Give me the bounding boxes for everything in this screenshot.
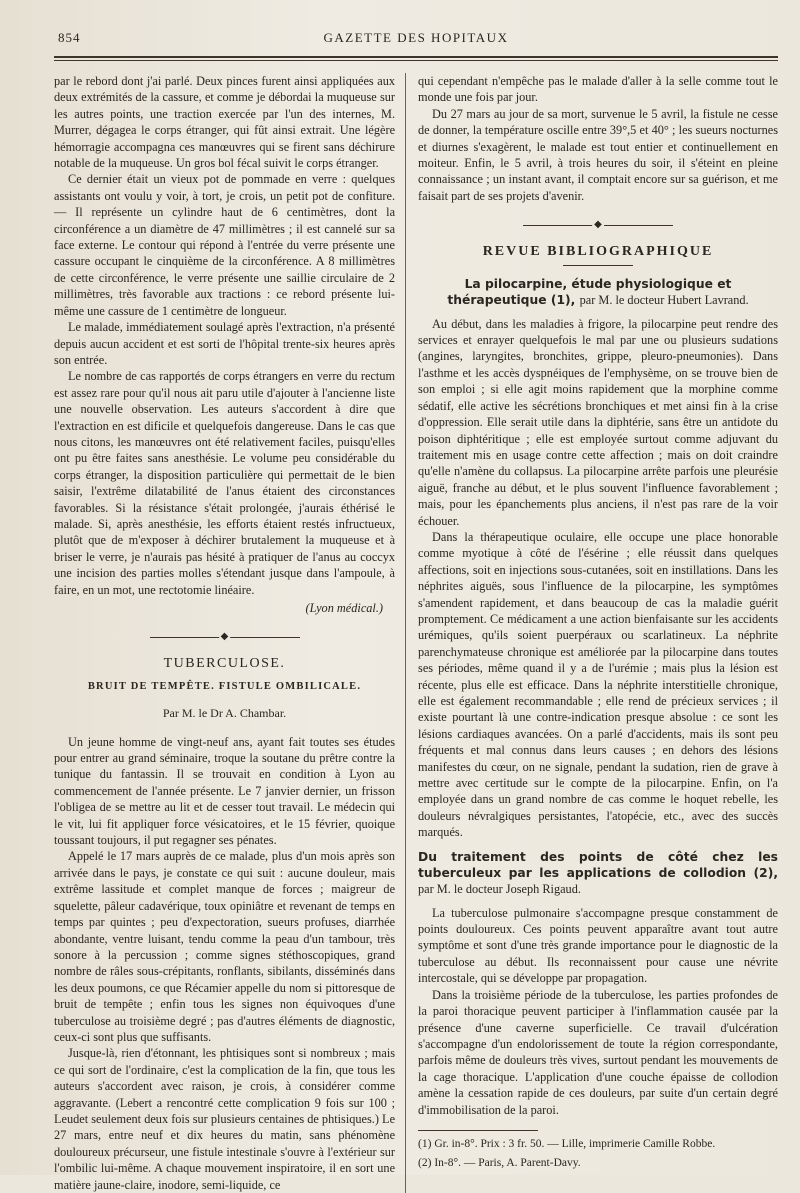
section-divider (523, 218, 673, 232)
journal-title: GAZETTE DES HOPITAUX (323, 30, 509, 45)
left-column (54, 73, 405, 1193)
review-title: REVUE BIBLIOGRAPHIQUE (482, 244, 714, 260)
source-signature: (Lyon médical.) (305, 601, 384, 615)
short-rule (563, 265, 633, 266)
footnote: (1) Gr. in-8°. Prix : 3 fr. 50. — Lille, imprimerie Camille Robbe. (418, 1137, 716, 1150)
columns (54, 73, 778, 1193)
section-subtitle: BRUIT DE TEMPÊTE. FISTULE OMBILICALE. (87, 680, 362, 692)
paragraph: Un jeune homme de vingt-neuf ans, ayant fait toutes ses études pour entrer au grand séminaire, troque la soutane du prêtre contre la tunique du fantassin. Il se trouvait en condition à Lyon au commencement de l'année présente. Le 7 janvier dernier, un frisson l'obligea de se mettre au lit et de cesser tout travail. Le médecin qui le vit, lui fit appliquer force vésicatoires, et le 15 février, quoique toussant toujours, il put regagner ses pénates. (54, 734, 396, 848)
right-column (405, 73, 778, 1193)
article-author: par M. le docteur Hubert Lavrand. (579, 292, 749, 307)
page-number: 854 (58, 30, 81, 45)
footnotes (418, 1130, 778, 1171)
ornament-icon: ◆ (220, 631, 229, 643)
paragraph: Le nombre de cas rapportés de corps étrangers en verre du rectum est assez rare pour qu'il nous ait paru utile d'ajouter à l'ancienne liste une nouvelle observation. Les auteurs s'accordent à dire que l'extraction en est dificile et quelquefois dangereuse. Dans le cas que nous citons, les manœuvres ont été relativement faciles, puisqu'elles ont pu être faites sans anesthésie. Le volume peu considérable du corps étranger, la disposition particulière qui permettait de le bien saisir, l'extrême dilatabilité de l'anus étaient des circonstances favorables. Si la résistance s'était prolongée, j'aurais éthérisé le malade. Si, après anesthésie, les efforts étaient restés infructueux, plutôt que de m'exposer à déchirer brutalement la muqueuse et à briser le verre, je n'aurais pas hésité à pratiquer de l'anus au coccyx une incision des parties molles s'étendant jusque dans l'ampoule, à faire, en un mot, une rectotomie linéaire. (54, 369, 396, 597)
section-divider (150, 630, 300, 644)
header-rule (54, 56, 778, 61)
article-author: par M. le docteur Joseph Rigaud. (418, 881, 581, 896)
footnote: (2) In-8°. — Paris, A. Parent-Davy. (418, 1156, 581, 1169)
paragraph: Dans la thérapeutique oculaire, elle occupe une place honorable comme myotique à côté de l'ésérine ; elle réussit dans quelques affections, soit en injections sous-cutanées, soit en instillations. Dans les néphrites aiguës, sous l'influence de la pilocarpine, les symptômes s'amendent rapidement, et dans beaucoup de cas la maladie guérit promptement. Ce médicament a une action bienfaisante sur les accidents urémiques, qu'ils soient puerpéraux ou scarlatineux. La néphrite parenchymateuse chronique est améliorée par la pilocarpine dans toutes ses périodes, même quand il y a de l'urémie ; mais plus la lésion est récente, plus elle est efficace. Dans la néphrite interstitielle chronique, elle est également recommandable ; elle rend de précieux services ; il existe pourtant là une contre-indication presque absolue : ce sont les lésions cardiaques avancées. On a parlé d'accidents, mais ils sont peu fréquents et mal connus dans leurs causes ; en dehors des lésions manifestes du cœur, on ne signale, pendant la sudation, rien de grave à mettre avec certitude sur le compte de la pilocarpine. Enfin, on l'a employée dans un grand nombre de cas comme le hoquet rebelle, les douleurs névralgiques persistantes, l'atopécie, etc., avec des succès marqués. (418, 529, 778, 840)
paragraph: Jusque-là, rien d'étonnant, les phtisiques sont si nombreux ; mais ce qui sort de l'ordinaire, c'est la complication de la fin, que tous les auteurs s'accordent avec raison, je crois, à considérer comme aggravante. (Lebert a rencontré cette complication 9 fois sur 100 ; Leudet seulement deux fois sur plusieurs centaines de phtisiques.) Le 27 mars, entre neuf et dix heures du matin, sans phénomène douloureux précurseur, une fistule intestinale s'ouvre à l'extérieur sur l'ombilic lui-même. A chaque mouvement inspiratoire, il en sort une matière jaune-claire, inodore, semi-liquide, ce (54, 1046, 396, 1192)
article-heading (418, 849, 778, 897)
article-title: Du traitement des points de côté chez les tuberculeux par les applications de collodion (2), (418, 849, 778, 880)
paragraph: Dans la troisième période de la tuberculose, les parties profondes de la paroi thoracique peuvent participer à l'inflammation causée par la présence d'une caverne superficielle. Ce travail d'ulcération s'accompagne d'un endolorissement de toute la région correspondante, parfois même de douleurs très vives, surtout pendant les mouvements de la cage thoracique. L'application d'une couche épaisse de collodion amène la cessation rapide de ces douleurs, par suite d'un certain degré d'immobilisation de la paroi. (418, 987, 778, 1117)
paragraph: Ce dernier était un vieux pot de pommade en verre : quelques assistants ont voulu y voir, à tort, je crois, un petit pot de confiture. — Il représente un cylindre haut de 6 centimètres, dont la circonférence a un diamètre de 47 millimètres ; il est cannelé sur sa face externe. Le contour qui répond à l'entrée du verre présente une cassure occupant le cinquième de la circonférence. A 8 millimètres de cette circonférence, le verre présente une saillie circulaire de 2 millimètres, très favorable aux tractions : ce rebord présente lui-même une cassure de 1 centimètre de longueur. (54, 172, 396, 318)
section-title: TUBERCULOSE. (163, 656, 286, 672)
paragraph: Du 27 mars au jour de sa mort, survenue le 5 avril, la fistule ne cesse de donner, la température oscille entre 39°,5 et 40° ; les sueurs nocturnes et diurnes s'exagèrent, le malade est tout entier et continuellement en moiteur. Enfin, le 5 avril, à trois heures du soir, il s'éteint en pleine connaissance ; un instant avant, il comptait encore sur sa guérison, et me faisait part de ses projets d'avenir. (418, 106, 778, 203)
article-title: La pilocarpine, étude physiologique et thérapeutique (1), (447, 276, 732, 307)
section-author: Par M. le Dr A. Chambar. (162, 706, 287, 721)
paragraph: par le rebord dont j'ai parlé. Deux pinces furent ainsi appliquées aux deux extrémités de la cassure, et comme je débordai la muqueuse sur les autres points, une traction exercée par l'un des internes, M. Murrer, dégagea le corps étranger, qui fût ainsi extrait. Une légère hémorragie accompagna ces manœuvres qui se firent sans déchirure notable de la muqueuse. Un gros bol fécal suivit le corps étranger. (54, 74, 396, 171)
paragraph: Le malade, immédiatement soulagé après l'extraction, n'a présenté depuis aucun accident et est sorti de l'hôpital trente-six heures après son entrée. (54, 320, 396, 367)
article-heading (418, 276, 778, 308)
paragraph: La tuberculose pulmonaire s'accompagne presque constamment de points douloureux. Ces points peuvent apparaître avant tout autre symptôme et sont d'une très grande importance pour le diagnostic de la tuberculose au début. Ils reconnaissent pour cause une névrite intercostale, qui se développe par propagation. (418, 905, 778, 986)
paragraph: qui cependant n'empêche pas le malade d'aller à la selle comme tout le monde une fois par jour. (418, 74, 778, 105)
paragraph: Appelé le 17 mars auprès de ce malade, plus d'un mois après son arrivée dans le pays, je constate ce qui suit : aucune douleur, mais extrême lassitude et complet manque de forces ; maigreur de squelette, pâleur cadavérique, toux opiniâtre et revenant de temps en temps par quintes ; peu d'expectoration, sueurs profuses, diarrhée abondante, ventre luisant, tendu comme la peau d'un tambour, très sonore à la percussion ; comme signes stéthoscopiques, grand nombre de râles sous-crépitants, ronflants, sibilants, disséminés dans les deux poumons, ce que Récamier appelle du nom si pittoresque de bruit de tempête ; enfin tous les signes non équivoques d'une tuberculose au troisième degré ; pas d'autres éléments de diagnostic, ceux-ci sont plus que suffisants. (54, 849, 396, 1044)
paragraph: Au début, dans les maladies à frigore, la pilocarpine peut rendre des services et enrayer quelquefois le mal par une ou plusieurs sudations (angines, laryngites, bronchites, grippe, pleuro-pneumonies). Dans l'asthme et les accès dyspnéiques de l'emphysème, on se trouve bien de son emploi ; si elle agit moins rapidement que la morphine comme sédatif, elle active les sécrétions bronchiques et met ainsi fin à la crise d'oppression. Elle serait utile dans la diphtérie, sans être un antidote du poison diphtéritique ; elle est employée surtout comme adjuvant du traitement mis en usage contre cette affection ; mais on doit craindre qu'elle n'amène du collapsus. La pilocarpine arrête parfois une pleurésie aiguë, franche au début, et le plus souvent l'influence favorablement ; mais, pour les épanchements plus anciens, il n'est pas rare de la voir échouer. (418, 316, 778, 528)
ornament-icon: ◆ (594, 219, 602, 231)
page-header (54, 26, 778, 50)
